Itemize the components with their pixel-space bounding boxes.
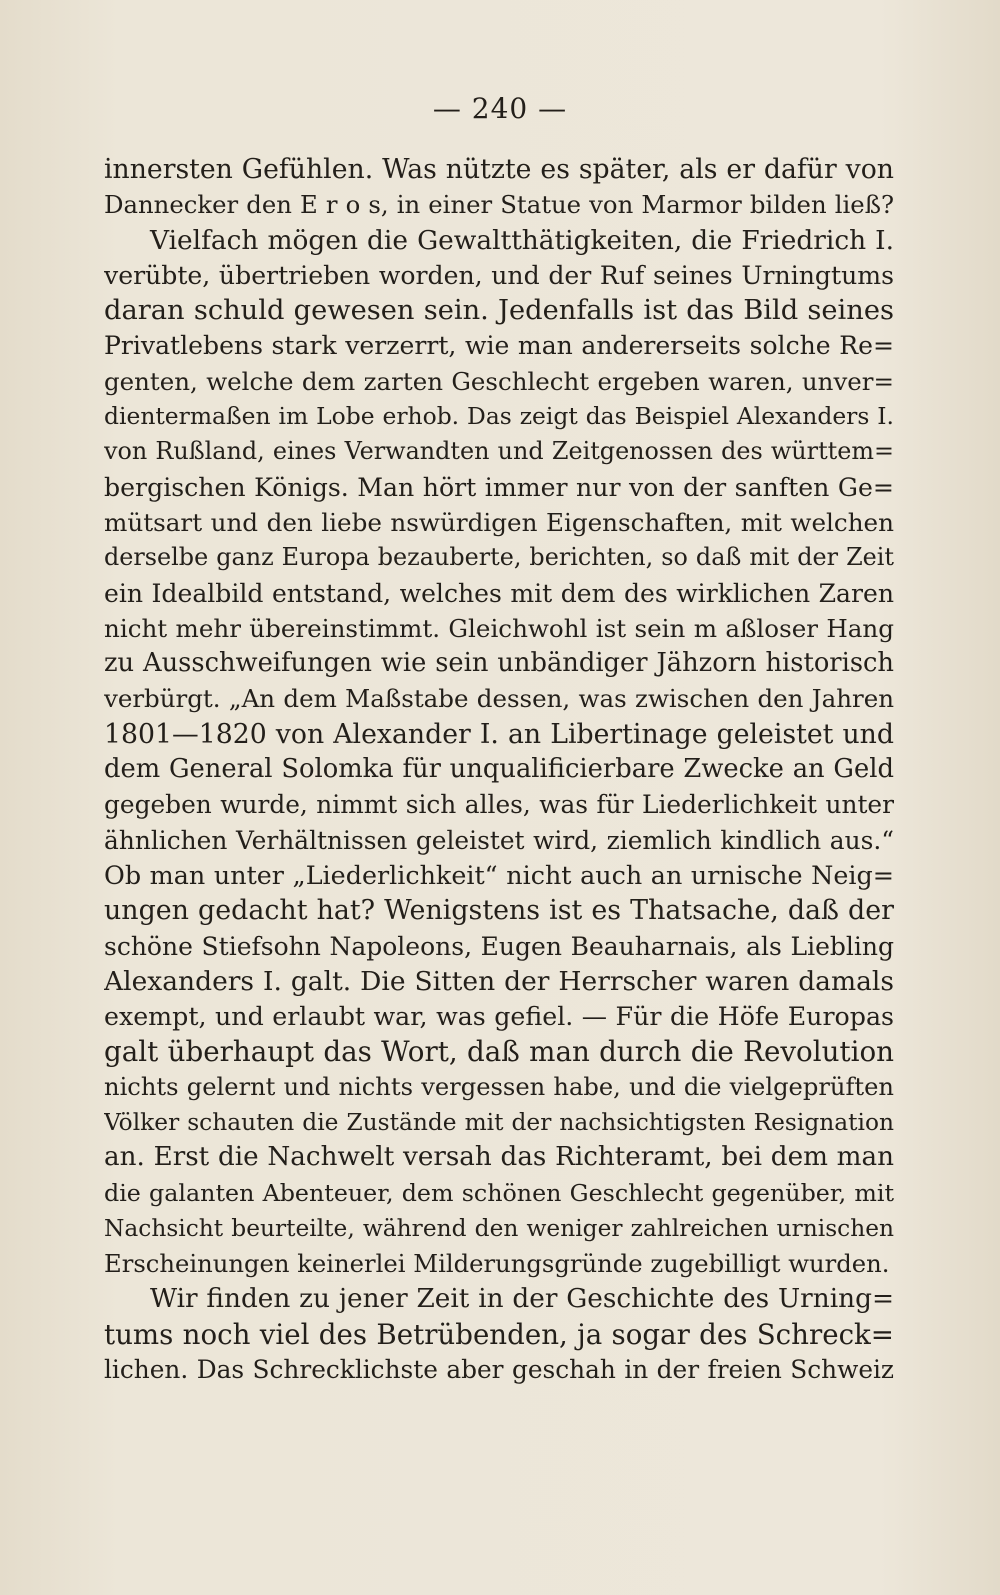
text-line: bergischen Königs. Man hört immer nur von der sanften Ge= [104, 472, 894, 502]
text-line: schöne Stiefsohn Napoleons, Eugen Beauharnais, als Liebling [104, 931, 894, 961]
text-line: innersten Gefühlen. Was nützte es später, als er dafür von [104, 154, 894, 185]
text-line: verübte, übertrieben worden, und der Ruf seines Urningtums [104, 260, 894, 290]
text-line: zu Ausschweifungen wie sein unbändiger Jähzorn historisch [104, 648, 894, 679]
text-line: ähnlichen Verhältnissen geleistet wird, ziemlich kindlich aus.“ [104, 825, 894, 855]
text-line: lichen. Das Schrecklichste aber geschah in der freien Schweiz [104, 1355, 894, 1385]
text-line: von Rußland, eines Verwandten und Zeitgenossen des württem= [104, 437, 894, 466]
text-line: dientermaßen im Lobe erhob. Das zeigt das Beispiel Alexanders I. [104, 402, 894, 431]
text-line: Alexanders I. galt. Die Sitten der Herrscher waren damals [104, 965, 894, 997]
text-line: verbürgt. „An dem Maßstabe dessen, was zwischen den Jahren [104, 684, 894, 714]
text-line: an. Erst die Nachwelt versah das Richteramt, bei dem man [104, 1142, 894, 1173]
text-line: ein Idealbild entstand, welches mit dem des wirklichen Zaren [104, 578, 894, 608]
text-line: exempt, und erlaubt war, was gefiel. — Für die Höfe Europas [104, 1002, 894, 1032]
text-line: gegeben wurde, nimmt sich alles, was für Liederlichkeit unter [104, 790, 894, 820]
page-number: — 240 — [432, 92, 568, 125]
text-line: 1801—1820 von Alexander I. an Libertinage geleistet und [104, 718, 894, 750]
text-line: genten, welche dem zarten Geschlecht ergeben waren, unver= [104, 366, 894, 396]
text-line: derselbe ganz Europa bezauberte, berichten, so daß mit der Zeit [104, 543, 894, 572]
body-text [104, 152, 894, 1387]
text-line: Nachsicht beurteilte, während den weniger zahlreichen urnischen [104, 1214, 894, 1242]
paragraph-start-line: Wir finden zu jener Zeit in der Geschichte des Urning= [150, 1283, 894, 1314]
text-line: Ob man unter „Liederlichkeit“ nicht auch an urnische Neig= [104, 859, 894, 890]
text-line: tums noch viel des Betrübenden, ja sogar des Schreck= [104, 1317, 894, 1351]
text-line: ungen gedacht hat? Wenigstens ist es Thatsache, daß der [104, 895, 894, 927]
text-line: dem General Solomka für unqualificierbare Zwecke an Geld [104, 754, 894, 785]
text-line: die galanten Abenteuer, dem schönen Geschlecht gegenüber, mit [104, 1178, 894, 1207]
text-line: daran schuld gewesen sein. Jedenfalls ist das Bild seines [104, 295, 894, 327]
text-line: Völker schauten die Zustände mit der nachsichtigsten Resignation [104, 1109, 894, 1137]
text-line: Privatlebens stark verzerrt, wie man andererseits solche Re= [104, 331, 894, 361]
text-line: nicht mehr übereinstimmt. Gleichwohl ist sein m aßloser Hang [104, 613, 894, 643]
text-line: Dannecker den E r o s, in einer Statue von Marmor bilden ließ? [104, 190, 894, 220]
paragraph-start-line: Vielfach mögen die Gewaltthätigkeiten, die Friedrich I. [150, 224, 894, 256]
text-line: nichts gelernt und nichts vergessen habe, und die vielgeprüften [104, 1072, 894, 1101]
text-line: mütsart und den liebe nswürdigen Eigenschaften, mit welchen [104, 507, 894, 537]
paragraph-end-line: Erscheinungen keinerlei Milderungsgründe zugebilligt wurden. [104, 1249, 890, 1279]
text-line: galt überhaupt das Wort, daß man durch die Revolution [104, 1035, 894, 1069]
